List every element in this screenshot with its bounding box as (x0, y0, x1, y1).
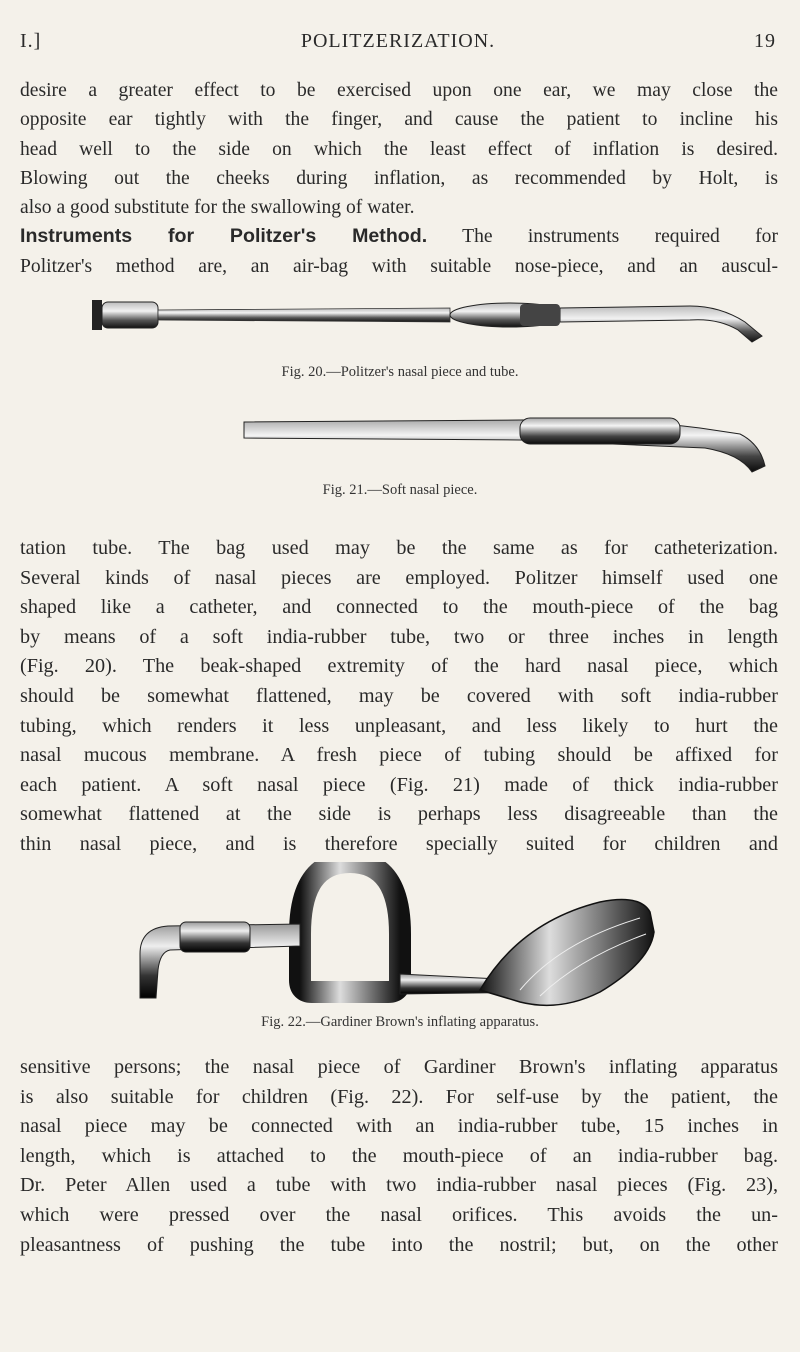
text-line: length, which is attached to the mouth-piece of an india-rubber bag. (20, 1144, 778, 1167)
text-line: Blowing out the cheeks during inflation, as recommended by Holt, is (20, 167, 778, 189)
text-line: by means of a soft india-rubber tube, two or three inches in length (20, 625, 778, 648)
text-line: pleasantness of pushing the tube into the nostril; but, on the other (20, 1233, 778, 1256)
text-line: should be somewhat flattened, may be covered with soft india-rubber (20, 684, 778, 707)
politzer-nasal-piece-drawing (0, 286, 800, 346)
text-fragment: The instruments required for (462, 226, 778, 248)
paragraph-4 (20, 1053, 778, 1260)
text-line: nasal mucous membrane. A fresh piece of tubing should be affixed for (20, 744, 778, 767)
figure-20-illustration (0, 286, 800, 346)
text-line: somewhat flattened at the side is perhaps less disagreeable than the (20, 803, 778, 826)
text-line: opposite ear tightly with the finger, and cause the patient to incline his (20, 109, 778, 131)
text-line: Dr. Peter Allen used a tube with two india-rubber nasal pieces (Fig. 23), (20, 1174, 778, 1197)
text-line: which were pressed over the nasal orifices. This avoids the un- (20, 1203, 778, 1226)
figure-20-caption: Fig. 20.—Politzer's nasal piece and tube. (281, 364, 519, 380)
text-line: Politzer's method are, an air-bag with suitable nose-piece, and an auscul- (20, 255, 778, 277)
running-title: POLITZERIZATION. (300, 30, 496, 52)
figure-21-caption: Fig. 21.—Soft nasal piece. (322, 482, 478, 498)
text-line: tubing, which renders it less unpleasant, and less likely to hurt the (20, 714, 778, 737)
text-line: Several kinds of nasal pieces are employed. Politzer himself used one (20, 566, 778, 589)
text-line: each patient. A soft nasal piece (Fig. 21) made of thick india-rubber (20, 773, 778, 796)
text-line: is also suitable for children (Fig. 22). For self-use by the patient, the (20, 1085, 778, 1108)
figure-22-caption: Fig. 22.—Gardiner Brown's inflating apparatus. (261, 1014, 539, 1030)
running-head (20, 30, 776, 58)
section-heading-line (20, 222, 778, 251)
gardiner-brown-apparatus-drawing (0, 862, 800, 1012)
soft-nasal-piece-drawing (0, 408, 800, 478)
paragraph-1 (20, 76, 778, 281)
text-line: desire a greater effect to be exercised upon one ear, we may close the (20, 80, 778, 101)
figure-21-illustration (0, 408, 800, 478)
chapter-number: I.] (20, 30, 42, 52)
text-line: shaped like a catheter, and connected to the mouth-piece of the bag (20, 596, 778, 619)
text-line: also a good substitute for the swallowing of water. (20, 197, 415, 219)
text-line: nasal piece may be connected with an india-rubber tube, 15 inches in (20, 1115, 778, 1138)
text-line: head well to the side on which the least effect of inflation is desired. (20, 138, 778, 160)
figure-22-illustration (0, 862, 800, 1012)
text-line: tation tube. The bag used may be the same as for catheterization. (20, 537, 778, 559)
text-line: thin nasal piece, and is therefore specially suited for children and (20, 832, 778, 855)
page-number: 19 (754, 30, 776, 52)
section-heading: Instruments for Politzer's Method. (20, 225, 428, 248)
text-line: (Fig. 20). The beak-shaped extremity of the hard nasal piece, which (20, 655, 778, 678)
paragraph-3 (20, 534, 778, 860)
text-line: sensitive persons; the nasal piece of Gardiner Brown's inflating apparatus (20, 1056, 778, 1078)
